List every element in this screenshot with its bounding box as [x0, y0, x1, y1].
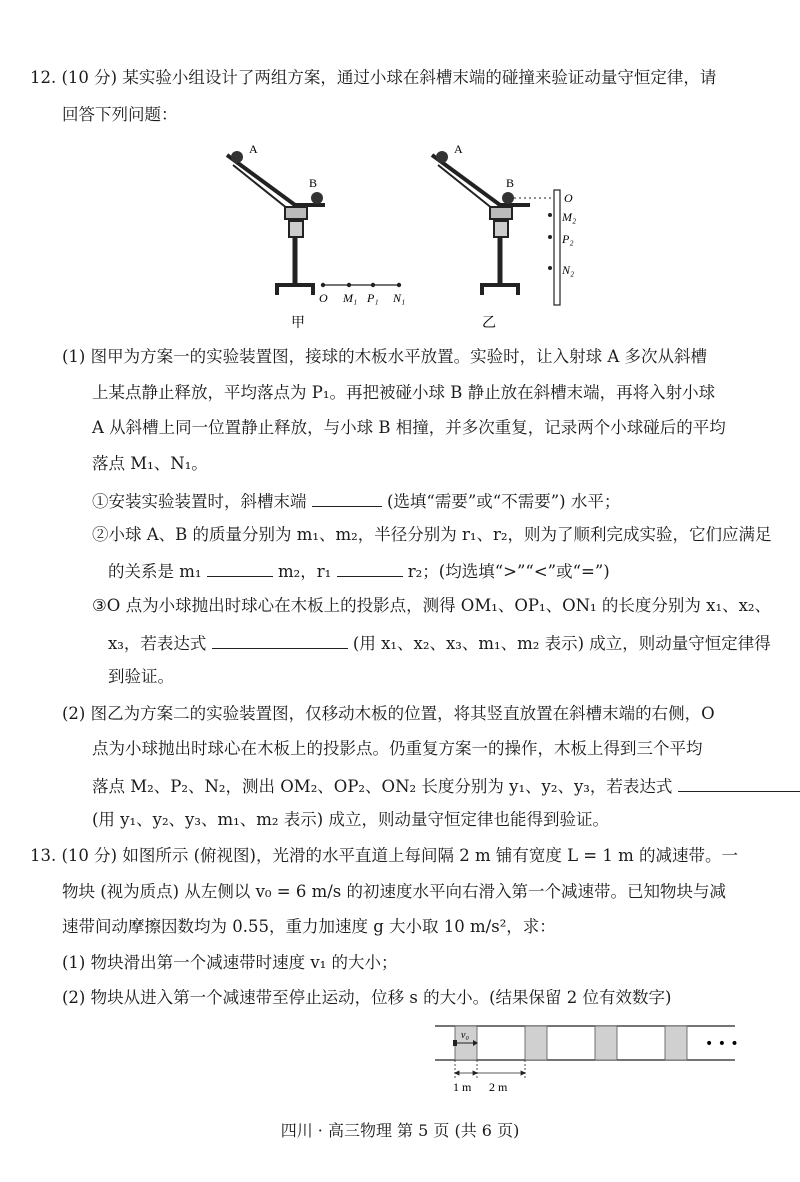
fig-yi-point-m2: M₂: [562, 210, 577, 224]
fig-yi-point-n2: N₂: [562, 263, 575, 277]
answer-blank-1[interactable]: [312, 488, 382, 507]
q12-sub1-b: (选填“需要”或“不需要”) 水平；: [387, 492, 621, 511]
q12-stem-line2: 回答下列问题：: [62, 105, 178, 124]
figure-speed-bumps: [425, 1018, 745, 1098]
dim-1m: 1 m: [453, 1080, 472, 1094]
speed-bump-3: [595, 1026, 617, 1060]
q12-sub2-line1: ②小球 A、B 的质量分别为 m₁、m₂，半径分别为 r₁、r₂，则为了顺利完成实验，它们应满足: [92, 525, 772, 544]
fig-jia-label-a: A: [249, 142, 258, 156]
speed-bump-4: [665, 1026, 687, 1060]
q12-stem-line1: 12. (10 分) 某实验小组设计了两组方案，通过小球在斜槽末端的碰撞来验证动量守恒定律，请: [30, 68, 717, 87]
fig-jia-caption: 甲: [291, 315, 305, 331]
dim-2m: 2 m: [489, 1080, 508, 1094]
ball-a: [231, 151, 243, 163]
q12-sub3-line3: 到验证。: [108, 667, 174, 686]
answer-blank-2[interactable]: [207, 558, 273, 577]
q13-line1: 13. (10 分) 如图所示 (俯视图)，光滑的水平直道上每间隔 2 m 铺有宽度 L = 1 m 的减速带。一: [30, 846, 738, 865]
speed-bump-2: [525, 1026, 547, 1060]
v0-label: v₀: [461, 1030, 469, 1041]
fig-yi-point-o: O: [564, 191, 573, 205]
q12-sub1: [92, 488, 620, 514]
q13-line2: 物块 (视为质点) 从左侧以 v₀ = 6 m/s 的初速度水平向右滑入第一个减速带。已知物块与减: [62, 882, 727, 901]
q12-p1-line3: A 从斜槽上同一位置静止释放，与小球 B 相撞，并多次重复，记录两个小球碰后的平均: [92, 418, 726, 437]
figure-yi: [410, 135, 600, 335]
answer-blank-5[interactable]: [678, 773, 800, 792]
answer-blank-4[interactable]: [212, 630, 348, 649]
fig-yi-caption: 乙: [482, 315, 496, 331]
q12-p2-line4: (用 y₁、y₂、y₃、m₁、m₂ 表示) 成立，则动量守恒定律也能得到验证。: [92, 810, 609, 829]
q13-line4: (1) 物块滑出第一个减速带时速度 v₁ 的大小；: [62, 953, 398, 972]
ellipsis-dots: • • •: [705, 1036, 739, 1052]
q12-sub1-a: ①安装实验装置时，斜槽末端: [92, 492, 307, 511]
q12-p2-line2: 点为小球抛出时球心在木板上的投影点。仍重复方案一的操作，木板上得到三个平均: [92, 739, 703, 758]
q12-sub2-a: 的关系是 m₁: [108, 562, 202, 581]
ball-b: [311, 192, 323, 204]
q12-sub3-b: (用 x₁、x₂、x₃、m₁、m₂ 表示) 成立，则动量守恒定律得: [352, 634, 771, 653]
q12-sub2-line2: [108, 558, 610, 584]
fig-jia-point-m1: M₁: [343, 291, 358, 305]
fig-yi-label-b: B: [506, 176, 515, 190]
q12-sub3-a: x₃，若表达式: [108, 634, 207, 653]
fig-yi-label-a: A: [454, 142, 463, 156]
q12-p1-line4: 落点 M₁、N₁。: [92, 454, 208, 473]
fig-jia-point-n1: N₁: [393, 291, 406, 305]
answer-blank-3[interactable]: [337, 558, 403, 577]
q13-line3: 速带间动摩擦因数均为 0.55，重力加速度 g 大小取 10 m/s²，求：: [62, 917, 556, 936]
q12-sub2-b: m₂，r₁: [278, 562, 332, 581]
q12-p2-line3-text: 落点 M₂、P₂、N₂，测出 OM₂、OP₂、ON₂ 长度分别为 y₁、y₂、y₃，若表达式: [92, 777, 673, 796]
page-footer: 四川 · 高三物理 第 5 页 (共 6 页): [280, 1121, 520, 1140]
q13-line5: (2) 物块从进入第一个减速带至停止运动，位移 s 的大小。(结果保留 2 位有效数字): [62, 988, 672, 1007]
figure-jia: [205, 135, 425, 335]
q12-p1-line2: 上某点静止释放，平均落点为 P₁。再把被碰小球 B 静止放在斜槽末端，再将入射小球: [92, 383, 716, 402]
q12-p2-line3: [92, 773, 800, 799]
q12-p2-line1: (2) 图乙为方案二的实验装置图，仅移动木板的位置，将其竖直放置在斜槽末端的右侧，O: [62, 704, 715, 723]
q12-p1-line1: (1) 图甲为方案一的实验装置图，接球的木板水平放置。实验时，让入射球 A 多次从斜槽: [62, 347, 708, 366]
q12-sub3-line2: [108, 630, 771, 656]
fig-jia-point-p1: P₁: [367, 291, 379, 305]
fig-yi-point-p2: P₂: [562, 232, 574, 246]
fig-jia-label-b: B: [309, 176, 318, 190]
q12-sub2-c: r₂；(均选填“>”“<”或“=”): [407, 562, 610, 581]
fig-jia-point-o: O: [319, 291, 328, 305]
q12-sub3-line1: ③O 点为小球抛出时球心在木板上的投影点，测得 OM₁、OP₁、ON₁ 的长度分别为 x₁、x₂、: [92, 596, 771, 615]
